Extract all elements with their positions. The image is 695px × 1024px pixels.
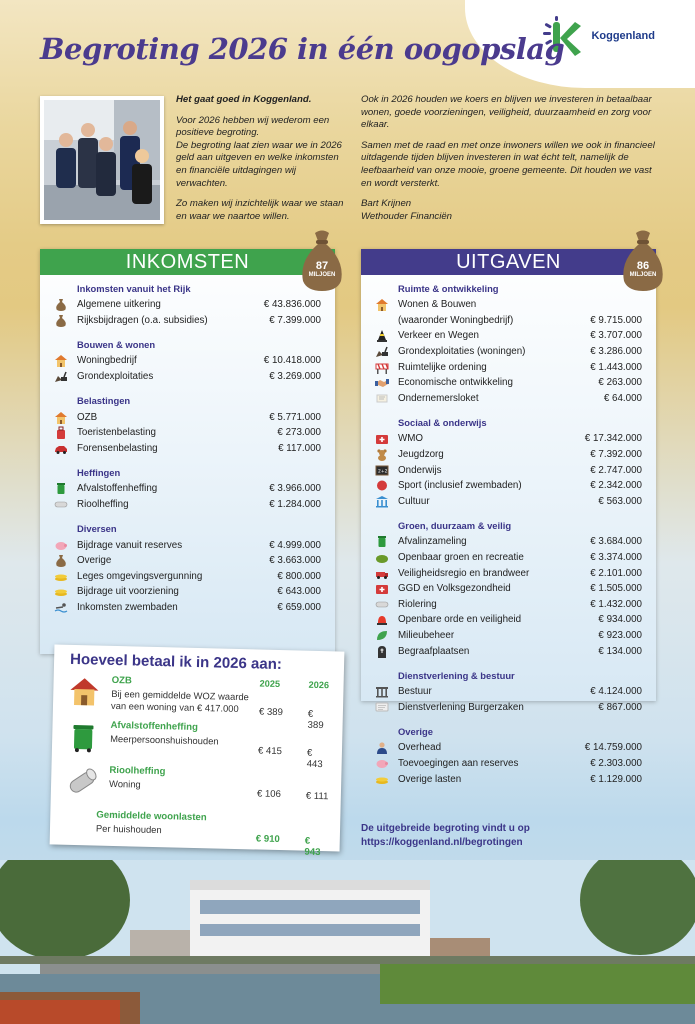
budget-line xyxy=(375,756,642,772)
signer-name: Bart Krijnen xyxy=(361,198,412,210)
budget-line xyxy=(375,628,642,644)
waste-bin-icon xyxy=(375,535,389,548)
pipe-icon xyxy=(65,764,100,799)
budget-line-label: OZB xyxy=(77,411,98,423)
budget-line xyxy=(375,612,642,628)
section-heading: Groen, duurzaam & veilig xyxy=(398,520,512,532)
budget-line-label: Openbaar groen en recreatie xyxy=(398,552,524,564)
coins-icon xyxy=(375,773,389,786)
budget-line-label: Toevoegingen aan reserves xyxy=(398,757,519,769)
budget-line-label: Afvalstoffenheffing xyxy=(77,483,158,495)
house-icon xyxy=(54,411,68,424)
signer-role: Wethouder Financiën xyxy=(361,210,453,222)
town-hall-scene xyxy=(0,860,695,1024)
budget-line-amount: € 17.342.000 xyxy=(584,433,642,445)
budget-line-amount: € 867.000 xyxy=(598,701,642,713)
expenses-panel xyxy=(361,249,657,785)
ball-icon xyxy=(375,479,389,492)
budget-line xyxy=(375,494,642,510)
budget-section xyxy=(54,395,321,456)
cost-2026: € 443 xyxy=(306,747,323,771)
cost-card-title: Hoeveel betaal ik in 2026 aan: xyxy=(69,650,283,674)
blackboard-icon xyxy=(375,464,389,477)
cost-row-heading: Gemiddelde woonlasten xyxy=(96,809,207,824)
budget-line xyxy=(54,569,321,585)
budget-line-amount: € 3.707.000 xyxy=(590,330,642,342)
budget-line-amount: € 3.663.000 xyxy=(269,555,321,567)
section-heading: Belastingen xyxy=(77,395,131,407)
section-heading: Overige xyxy=(398,726,433,738)
cost-row-woonlasten xyxy=(61,809,328,860)
budget-line-amount: € 10.418.000 xyxy=(263,355,321,367)
budget-line-label: Overige xyxy=(77,555,112,567)
budget-line-amount: € 1.129.000 xyxy=(590,773,642,785)
teddy-bear-icon xyxy=(375,448,389,461)
budget-link[interactable]: https://koggenland.nl/begrotingen xyxy=(361,837,523,848)
budget-line xyxy=(375,328,642,344)
footnote-text: De uitgebreide begroting vindt u op xyxy=(361,823,530,834)
budget-line-amount: € 64.000 xyxy=(603,392,642,404)
budget-line-amount: € 273.000 xyxy=(277,427,321,439)
budget-line-amount: € 4.999.000 xyxy=(269,539,321,551)
budget-line-label: Forensenbelasting xyxy=(77,442,158,454)
budget-line-label: Milieubeheer xyxy=(398,629,455,641)
budget-line-amount: € 2.342.000 xyxy=(590,480,642,492)
budget-line-label: (waaronder Woningbedrijf) xyxy=(398,314,514,326)
budget-line xyxy=(54,584,321,600)
budget-line xyxy=(375,565,642,581)
budget-line xyxy=(54,353,321,369)
cost-2026: € 943 xyxy=(304,835,321,859)
section-heading: Heffingen xyxy=(77,467,121,479)
budget-section xyxy=(375,520,642,659)
budget-line xyxy=(375,534,642,550)
budget-line-label: Grondexploitaties (woningen) xyxy=(398,346,526,358)
budget-line xyxy=(375,344,642,360)
first-aid-icon xyxy=(375,432,389,445)
intro-paragraph: Voor 2026 hebben wij wederom een positieve begroting. xyxy=(176,114,330,139)
budget-line xyxy=(375,447,642,463)
budget-line-amount: € 563.000 xyxy=(598,495,642,507)
budget-line-amount: € 1.432.000 xyxy=(590,598,642,610)
intro-paragraph: Ook in 2026 houden we koers en blijven we investeren in betaalbaar wonen, goede voorzieningen, veiligheid, duurzaamheid en zorg voor elkaar. xyxy=(361,94,652,131)
swimmer-icon xyxy=(54,601,68,614)
budget-line-amount: € 2.101.000 xyxy=(590,567,642,579)
coins-icon xyxy=(54,585,68,598)
council-photo xyxy=(40,96,164,224)
town-hall-photo xyxy=(0,860,695,1024)
cost-row-afval xyxy=(64,719,331,770)
pipe-icon xyxy=(54,498,68,511)
budget-line xyxy=(54,497,321,513)
budget-line-amount: € 3.269.000 xyxy=(269,371,321,383)
intro-paragraph: Zo maken wij inzichtelijk waar we staan en waar we naartoe willen. xyxy=(176,198,344,222)
budget-line-label: Dienstverlening Burgerzaken xyxy=(398,701,524,713)
budget-line-label: Overhead xyxy=(398,742,442,754)
income-list xyxy=(40,275,335,615)
money-bag-icon xyxy=(54,298,68,311)
budget-line-amount: € 263.000 xyxy=(598,377,642,389)
budget-line-label: Woningbedrijf xyxy=(77,355,137,367)
income-header: INKOMSTEN xyxy=(40,249,335,275)
budget-line-amount: € 923.000 xyxy=(598,629,642,641)
expenses-total-unit: MILJOEN xyxy=(629,272,657,278)
cost-2026: € 389 xyxy=(307,708,324,732)
cost-2025: € 910 xyxy=(255,833,280,846)
section-heading: Inkomsten vanuit het Rijk xyxy=(77,283,191,294)
budget-line-amount: € 3.374.000 xyxy=(590,552,642,564)
cost-row-heading: OZB xyxy=(111,674,133,687)
budget-line-amount: € 9.715.000 xyxy=(590,314,642,326)
cost-row-heading: Rioolheffing xyxy=(109,764,166,778)
budget-section xyxy=(54,467,321,512)
budget-section xyxy=(375,283,642,406)
budget-line xyxy=(375,359,642,375)
income-total-unit: MILJOEN xyxy=(308,272,336,278)
budget-line xyxy=(54,441,321,457)
section-heading: Dienstverlening & bestuur xyxy=(398,669,515,681)
piggy-bank-icon xyxy=(375,757,389,770)
spacer xyxy=(375,314,389,327)
svg-text:2+2: 2+2 xyxy=(378,469,388,475)
brand-name: Koggenland xyxy=(591,30,655,42)
money-bag-icon xyxy=(54,554,68,567)
budget-line-label: Ruimtelijke ordening xyxy=(398,361,487,373)
budget-line xyxy=(375,740,642,756)
town-hall-icon xyxy=(375,685,389,698)
budget-line-amount: € 2.747.000 xyxy=(590,464,642,476)
budget-line-label: Rioolheffing xyxy=(77,499,129,511)
intro-headline: Het gaat goed in Koggenland. xyxy=(176,94,312,105)
budget-section xyxy=(375,726,642,787)
budget-line-label: Bijdrage vanuit reserves xyxy=(77,539,183,551)
year-2025-label: 2025 xyxy=(259,678,281,690)
excavator-icon xyxy=(54,370,68,383)
cost-row-desc: Woning xyxy=(108,777,141,790)
waste-bin-icon xyxy=(54,482,68,495)
section-heading: Bouwen & wonen xyxy=(77,339,156,351)
budget-line-label: Onderwijs xyxy=(398,464,442,476)
budget-line-label: Afvalinzameling xyxy=(398,536,467,548)
budget-line-amount: € 134.000 xyxy=(598,645,642,657)
budget-line xyxy=(54,425,321,441)
document-icon xyxy=(375,392,389,405)
budget-line-label: Leges omgevingsvergunning xyxy=(77,570,203,582)
cost-row-desc: Per huishouden xyxy=(95,822,162,836)
first-aid-icon xyxy=(375,582,389,595)
barrier-icon xyxy=(375,361,389,374)
budget-line xyxy=(375,297,642,313)
income-panel xyxy=(40,249,335,654)
cost-row-riool xyxy=(62,764,329,815)
budget-line-amount: € 3.684.000 xyxy=(590,536,642,548)
pipe-icon xyxy=(375,598,389,611)
budget-line-amount: € 1.284.000 xyxy=(269,499,321,511)
gravestone-icon xyxy=(375,645,389,658)
budget-line xyxy=(375,643,642,659)
section-heading: Sociaal & onderwijs xyxy=(398,417,487,429)
budget-line-label: Openbare orde en veiligheid xyxy=(398,614,522,626)
budget-line-label: Bijdrage uit voorziening xyxy=(77,586,179,598)
car-icon xyxy=(54,442,68,455)
budget-line-label: WMO xyxy=(398,433,424,445)
budget-line-amount: € 2.303.000 xyxy=(590,757,642,769)
budget-line xyxy=(375,597,642,613)
budget-line-label: Sport (inclusief zwembaden) xyxy=(398,480,522,492)
cost-card xyxy=(50,644,345,859)
year-2026-label: 2026 xyxy=(308,679,330,691)
handshake-icon xyxy=(375,376,389,389)
leaf-icon xyxy=(375,629,389,642)
budget-line xyxy=(54,313,321,329)
budget-line xyxy=(375,581,642,597)
budget-line xyxy=(375,391,642,407)
budget-line-amount: € 1.505.000 xyxy=(590,583,642,595)
museum-icon xyxy=(375,495,389,508)
house-icon xyxy=(375,298,389,311)
budget-line xyxy=(54,369,321,385)
budget-line-label: Cultuur xyxy=(398,495,430,507)
budget-line-label: Inkomsten zwembaden xyxy=(77,602,178,614)
cost-row-heading: Afvalstoffenheffing xyxy=(110,719,199,734)
budget-line-label: Rijksbijdragen (o.a. subsidies) xyxy=(77,314,208,326)
intro-paragraph: Samen met de raad en met onze inwoners willen we ook in financieel uitdagende tijden blijven investeren in wat écht telt, namelijk de leefbaarheid van onze mooie, groene gemeente. Dit houden we vast en wordt versterkt. xyxy=(361,139,655,189)
budget-line xyxy=(54,600,321,616)
fire-truck-icon xyxy=(375,567,389,580)
group-photo-image xyxy=(44,100,160,220)
budget-line xyxy=(375,684,642,700)
budget-line xyxy=(54,409,321,425)
house-icon xyxy=(54,354,68,367)
cost-2025: € 389 xyxy=(258,706,284,719)
budget-section xyxy=(54,523,321,615)
budget-line-label: Riolering xyxy=(398,598,437,610)
budget-line-label: Toeristenbelasting xyxy=(77,427,156,439)
expenses-total-bag xyxy=(618,227,668,293)
police-light-icon xyxy=(375,613,389,626)
intro-paragraph: De begroting laat zien waar we in 2026 geld aan uitgeven en welke inkomsten en financiële uitdagingen wij verwachten. xyxy=(176,139,342,189)
budget-line-label: Overige lasten xyxy=(398,773,462,785)
cost-row-desc: Meerpersoonshuishouden xyxy=(110,732,219,747)
budget-line xyxy=(54,537,321,553)
budget-line xyxy=(375,313,642,329)
budget-line-label: Ondernemersloket xyxy=(398,392,479,404)
suitcase-icon xyxy=(54,426,68,439)
budget-line-amount: € 7.392.000 xyxy=(590,449,642,461)
budget-line xyxy=(375,431,642,447)
budget-line-label: Grondexploitaties xyxy=(77,371,154,383)
cost-2025: € 415 xyxy=(257,745,283,758)
budget-line xyxy=(375,771,642,787)
income-total-bag xyxy=(297,227,347,293)
footnote xyxy=(361,822,530,850)
budget-line xyxy=(375,462,642,478)
budget-line-amount: € 800.000 xyxy=(277,570,321,582)
budget-line-amount: € 43.836.000 xyxy=(263,299,321,311)
speech-bubble-icon xyxy=(375,701,389,714)
budget-line-amount: € 3.286.000 xyxy=(590,346,642,358)
budget-line-label: Verkeer en Wegen xyxy=(398,330,479,342)
budget-line-amount: € 117.000 xyxy=(278,442,321,454)
house-icon xyxy=(67,674,102,709)
budget-line-label: Bestuur xyxy=(398,686,432,698)
cost-row-desc: Bij een gemiddelde WOZ waarde van een woning van € 417.000 xyxy=(110,687,249,714)
budget-line-label: Economische ontwikkeling xyxy=(398,377,513,389)
cost-2026: € 111 xyxy=(305,790,329,803)
budget-line xyxy=(54,297,321,313)
piggy-bank-icon xyxy=(54,539,68,552)
expenses-total-value: 86 xyxy=(636,260,650,272)
budget-line-amount: € 3.966.000 xyxy=(269,483,321,495)
budget-section xyxy=(375,670,642,715)
budget-line-label: Veiligheidsregio en brandweer xyxy=(398,567,530,579)
budget-line-label: Jeugdzorg xyxy=(398,449,444,461)
expenses-list xyxy=(361,275,656,787)
budget-line-amount: € 934.000 xyxy=(598,614,642,626)
bush-icon xyxy=(375,551,389,564)
budget-line-amount: € 659.000 xyxy=(277,602,321,614)
budget-line-amount: € 14.759.000 xyxy=(584,742,642,754)
intro-right xyxy=(361,94,661,223)
budget-line xyxy=(54,481,321,497)
waste-bin-icon xyxy=(66,719,101,754)
budget-section xyxy=(54,283,321,328)
excavator-icon xyxy=(375,345,389,358)
money-bag-icon xyxy=(54,314,68,327)
coins-icon xyxy=(54,570,68,583)
budget-line xyxy=(54,553,321,569)
budget-line-label: GGD en Volksgezondheid xyxy=(398,583,511,595)
cost-2025: € 106 xyxy=(256,788,282,801)
expenses-header: UITGAVEN xyxy=(361,249,656,275)
budget-section xyxy=(54,339,321,384)
budget-line-label: Algemene uitkering xyxy=(77,299,161,311)
budget-line-label: Begraafplaatsen xyxy=(398,645,470,657)
budget-line-amount: € 643.000 xyxy=(277,586,321,598)
intro-left xyxy=(176,94,346,231)
section-heading: Diversen xyxy=(77,523,117,535)
traffic-cone-icon xyxy=(375,329,389,342)
person-icon xyxy=(375,741,389,754)
budget-line-amount: € 4.124.000 xyxy=(590,686,642,698)
budget-line xyxy=(375,550,642,566)
budget-line-amount: € 7.399.000 xyxy=(269,314,321,326)
income-total-value: 87 xyxy=(315,260,329,272)
page-title: Begroting 2026 in één oogopslag xyxy=(40,32,565,66)
section-heading: Ruimte & ontwikkeling xyxy=(398,283,499,294)
budget-line xyxy=(375,375,642,391)
budget-section xyxy=(375,417,642,509)
budget-line xyxy=(375,478,642,494)
budget-line xyxy=(375,699,642,715)
budget-line-amount: € 5.771.000 xyxy=(269,411,321,423)
budget-line-amount: € 1.443.000 xyxy=(590,361,642,373)
budget-line-label: Wonen & Bouwen xyxy=(398,299,477,311)
